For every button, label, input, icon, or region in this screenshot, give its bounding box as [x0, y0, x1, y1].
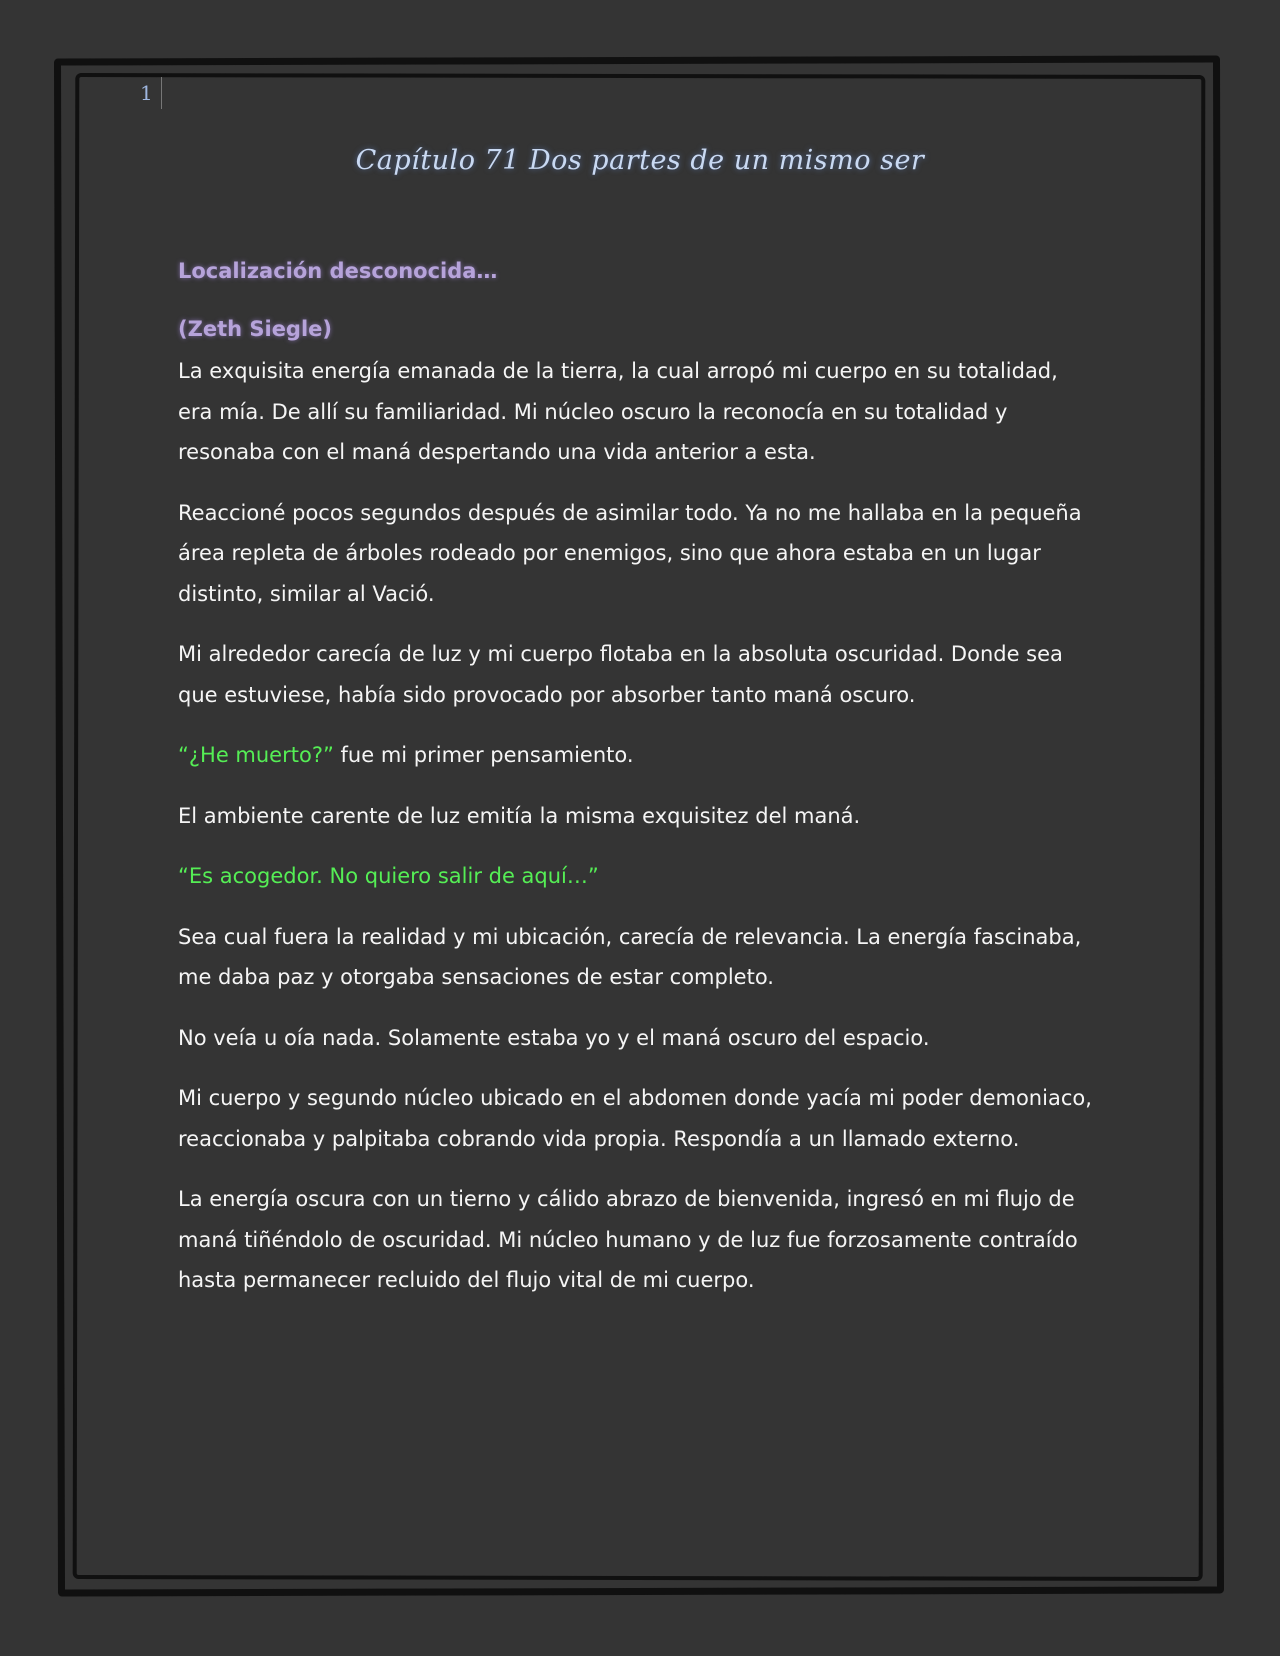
paragraph: No veía u oía nada. Solamente estaba yo y el maná oscuro del espacio.: [178, 1025, 930, 1050]
chapter-body: [178, 255, 1098, 1321]
page-number-header: [140, 78, 162, 108]
paragraph: Mi alrededor carecía de luz y mi cuerpo flotaba en la absoluta oscuridad. Donde sea que estuviese, había sido provocado por absorber tanto maná oscuro.: [178, 642, 1063, 707]
page-number-rule: [161, 77, 162, 109]
paragraph-dialogue: [178, 735, 1098, 776]
dialogue-speech: “¿He muerto?”: [178, 743, 334, 767]
dialogue-speech: “Es acogedor. No quiero salir de aquí…”: [178, 864, 599, 888]
chapter-title: Capítulo 71 Dos partes de un mismo ser: [355, 145, 925, 176]
paragraph: Reaccioné pocos segundos después de asimilar todo. Ya no me hallaba en la pequeña área repleta de árboles rodeado por enemigos, sino que ahora estaba en un lugar distinto, similar al Vació.: [178, 500, 1082, 606]
dialogue-narration: fue mi primer pensamiento.: [333, 743, 634, 767]
paragraph: Mi cuerpo y segundo núcleo ubicado en el abdomen donde yacía mi poder demoniaco, reaccionaba y palpitaba cobrando vida propia. Respondía a un llamado externo.: [178, 1086, 1092, 1151]
paragraph: El ambiente carente de luz emitía la misma exquisitez del maná.: [178, 803, 861, 828]
paragraph: Sea cual fuera la realidad y mi ubicación, carecía de relevancia. La energía fascinaba, me daba paz y otorgaba sensaciones de estar completo.: [178, 924, 1082, 989]
paragraph: La exquisita energía emanada de la tierra, la cual arropó mi cuerpo en su totalidad, era mía. De allí su familiaridad. Mi núcleo oscuro la reconocía en su totalidad y resonaba con el maná despertando una vida anterior a esta.: [178, 359, 1058, 464]
paragraph-dialogue: [178, 856, 1098, 897]
paragraph: La energía oscura con un tierno y cálido abrazo de bienvenida, ingresó en mi flujo de maná tiñéndolo de oscuridad. Mi núcleo humano y de luz fue forzosamente contraído hasta permanecer recluido del flujo vital de mi cuerpo.: [178, 1187, 1078, 1292]
pov-heading: (Zeth Siegle): [178, 317, 333, 341]
page-number: 1: [140, 81, 153, 105]
location-heading: Localización desconocida…: [178, 259, 498, 283]
